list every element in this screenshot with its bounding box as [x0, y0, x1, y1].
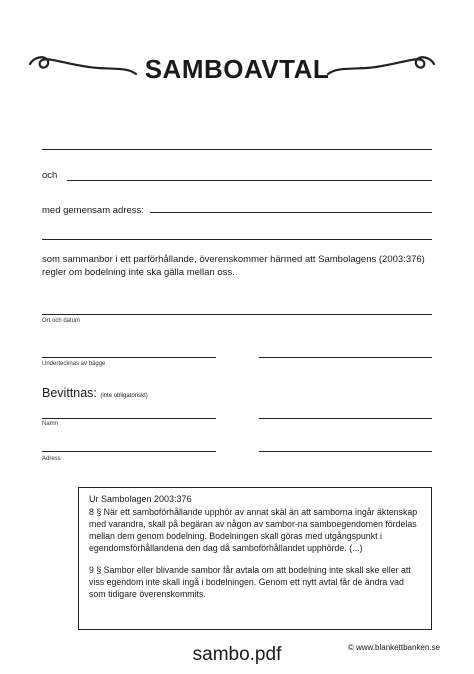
law-excerpt-box — [78, 487, 432, 630]
witness-name-line-2[interactable] — [259, 418, 432, 419]
place-date-line[interactable] — [42, 314, 432, 315]
law-paragraph-8: 8 § När ett samboförhållande upphör av annat skäl än att samborna ingår äktenskap med varandra, skall på begäran av någon av sambor-na samboegendomen fördelas mellan dem genom bodelning. Bodelningen skall göras med utgångspunkt i egendomsförhållandena den dag då samboförhållandet upphörde. (...) — [89, 507, 418, 553]
right-flourish-icon — [326, 50, 436, 86]
name-label: Namn — [42, 421, 59, 427]
witness-address-line-2[interactable] — [259, 451, 432, 452]
law-paragraph-9: 9 § Sambor eller blivande sambor får avtala om att bodelning inte skall ske eller att viss egendom inte skall ingå i bodelningen. Genom ett nytt avtal får de ändra vad som tidigare överenskommits. — [89, 565, 411, 599]
witness-heading — [42, 386, 148, 400]
witness-address-line-1[interactable] — [42, 451, 216, 452]
address-line-2[interactable] — [42, 239, 432, 240]
signature-label: Undertecknas av bägge — [42, 361, 106, 367]
witness-label: Bevittnas: — [42, 386, 97, 400]
intro-paragraph: som sammanbor i ett parförhållande, överenskommer härmed att Sambolagens (2003:376) regler om bodelning inte ska gälla mellan oss. — [42, 254, 425, 278]
law-box-heading: Ur Sambolagen 2003:376 — [89, 494, 192, 504]
place-date-label: Ort och datum — [42, 318, 81, 324]
signature-line-2[interactable] — [259, 357, 432, 358]
document-title: SAMBOAVTAL — [144, 54, 330, 84]
party2-line[interactable] — [67, 180, 432, 181]
address-field-label: Adress — [42, 456, 61, 462]
och-label: och — [42, 170, 58, 181]
party1-line[interactable] — [42, 149, 432, 150]
file-name: sambo.pdf — [192, 644, 282, 665]
copyright-text[interactable]: © www.blankettbanken.se — [347, 643, 440, 652]
address-line-1[interactable] — [150, 212, 432, 213]
signature-line-1[interactable] — [42, 357, 216, 358]
address-label: med gemensam adress: — [42, 205, 144, 216]
witness-note: (inte obligatoriskt) — [100, 393, 148, 399]
witness-name-line-1[interactable] — [42, 418, 216, 419]
